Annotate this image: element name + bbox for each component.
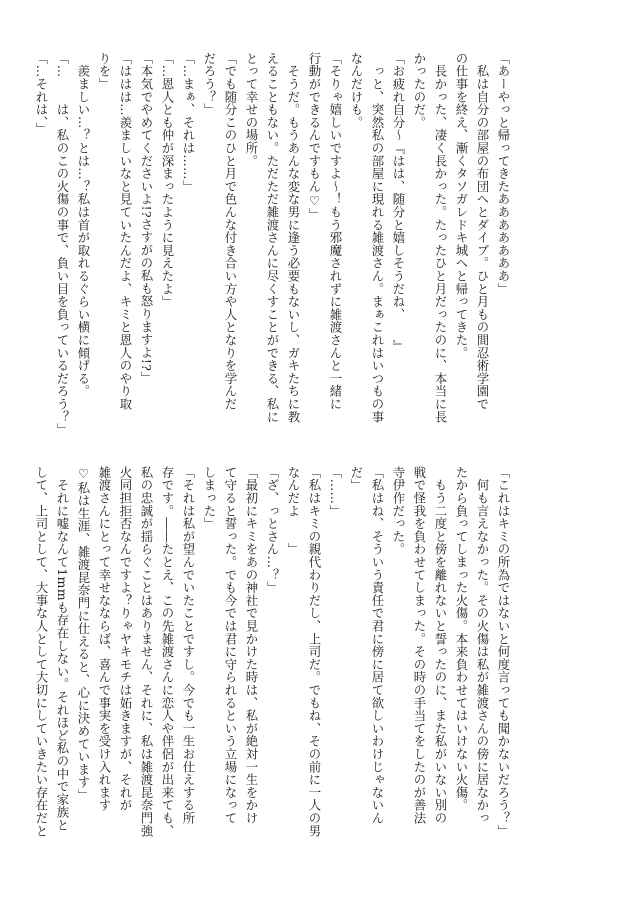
text-line: 「…恩人とも仲が深まったように見えたよ」 — [160, 52, 175, 308]
text-line: 雑渡さんにとって幸せなならば、喜んで事実を受け入れます — [97, 466, 112, 812]
text-block-lower — [31, 466, 514, 844]
text-line: 戦で怪我を負わせてしまった。その時の手当てをしたのが善法 — [412, 466, 427, 825]
text-line: 「そりゃ嬉しいですよ〜！もう邪魔されずに雑渡さんと一緒に — [328, 52, 343, 411]
text-block-upper — [31, 52, 514, 436]
text-line: ♡私は生涯、雑渡昆奈門に仕えると、心に決めています」 — [76, 466, 91, 802]
text-line: 「… は、私のこの火傷の事で、負い目を負っているだろう？」 — [55, 52, 70, 436]
text-line: 「ははは…羨ましいなと見ていたんだよ、キミと恩人のやり取 — [118, 52, 133, 411]
text-line: もう二度と傍を離れないと誓ったのに、また私がいない別の — [433, 466, 448, 825]
text-line: 「お疲れ自分〜『はは、随分と嬉しそうだね、 』 — [391, 52, 406, 353]
text-line: なんだけも。 — [349, 52, 364, 129]
text-line: 長かった、凄く長かった。たったひと月だったのに、本当に長 — [433, 52, 448, 424]
text-line: 私の忠誠が揺らぐことはありません、それに、私は雑渡昆奈門強 — [139, 466, 154, 838]
text-line: 羨ましい…？とは…？私は首が取れるぐらい横に傾げる。 — [76, 52, 91, 398]
text-line: そうだ。もうあんな変な男に逢う必要もないし、ガキたちに教 — [286, 52, 301, 424]
text-line: して、上司として、大事な人として大切にしていきたい存在だと — [34, 466, 49, 838]
text-line: 火同担拒否なんですよ？りゃヤキモチは妬きますが、それが — [118, 466, 133, 812]
text-line: それに嘘なんて1mmも存在しない。それほど私の中で家族と — [55, 466, 70, 832]
text-line: 何も言えなかった。その火傷は私が雑渡さんの傍に居なかっ — [475, 466, 490, 825]
text-line: とって幸せの場所。 — [244, 52, 259, 168]
text-line: 存です。――たとえ、この先雑渡さんに恋人や伴侶が出来ても、 — [160, 466, 175, 838]
text-line: 「本気でやめてくださいよ!?さすがの私も怒りますよ!?」 — [139, 52, 154, 385]
text-line: 行動ができるんですもん♡」 — [307, 52, 322, 221]
text-line: 「これはキミの所為ではないと何度言っても聞かないだろう？」 — [496, 466, 511, 838]
text-line: 「でも随分このひと月で色んな付き合い方や人となりを学んだ — [223, 52, 238, 411]
text-line: 「最初にキミをあの神社で見かけた時は、私が絶対一生をかけ — [244, 466, 259, 825]
text-line: っと、突然私の部屋に現れる雑渡さん。まぁこれはいつもの事 — [370, 52, 385, 424]
text-line: 寺伊作だった。 — [391, 466, 406, 556]
text-line: なんだよ 」 — [286, 466, 301, 556]
text-line: 「あーやっと帰ってきたあああああああ」 — [496, 52, 511, 296]
text-line: 「それは私が望んでいたことですし。今でも一生お仕えする所 — [181, 466, 196, 825]
text-line: かったのだ。 — [412, 52, 427, 129]
text-line: りを」 — [97, 52, 112, 91]
text-line: だろう？」 — [202, 52, 217, 116]
text-line: て守ると誓った。でも今では君に守られるという立場になって — [223, 466, 238, 825]
text-line: だ」 — [349, 466, 364, 492]
text-line: 「私はね、そういう責任で君に傍に居て欲しいわけじゃないん — [370, 466, 385, 825]
text-line: えることもない。ただただ雑渡さんに尽くすことができる、私に — [265, 52, 280, 424]
text-line: の仕事を終え、漸くタソガレドキ城へと帰ってきた。 — [454, 52, 469, 360]
text-line: 「…それは、」 — [34, 52, 49, 136]
text-line: しまった」 — [202, 466, 217, 530]
text-line: 「ざ、っとさん…？」 — [265, 466, 280, 594]
text-line: たから負ってしまった火傷。本来負わせてはいけない火傷。 — [454, 466, 469, 812]
text-line: 私は自分の部屋の布団へとダイブ。ひと月もの間忍術学園で — [475, 52, 490, 411]
text-line: 「私はキミの親代わりだし、上司だ。でもね、その前に一人の男 — [307, 466, 322, 838]
text-line: 「……」 — [328, 466, 343, 518]
text-line: 「…まぁ、それは……」 — [181, 52, 196, 193]
